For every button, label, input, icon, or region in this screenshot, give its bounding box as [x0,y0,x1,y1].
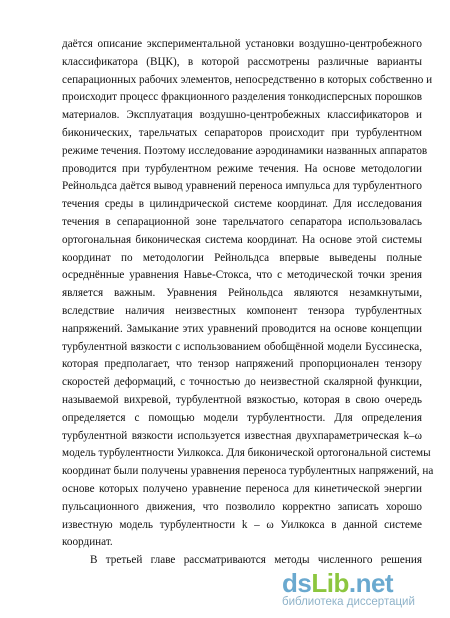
text-line: материалов. Эксплуатация воздушно-центробежных классификаторов и [62,109,422,122]
text-line: скоростей деформаций, с точностью до неизвестной скалярной функции, [62,376,422,389]
text-line: пульсационного движения, что позволило корректно записать хорошо [62,500,422,513]
text-line: известную модель турбулентности k – ω Уилкокса в данной системе [62,518,422,531]
text-line: сепарационных рабочих элементов, непосредственно в которых собственно и [62,73,433,86]
text-line: координат по методологии Рейнольдса впервые выведены полные [62,251,422,264]
text-line: происходит процесс фракционного разделения тонкодисперсных порошков [62,91,422,104]
text-line: ортогональная биконическая система координат. На основе этой системы [62,233,422,246]
text-line: является важным. Уравнения Рейнольдса являются незамкнутыми, [62,287,422,300]
text-line: даётся описание экспериментальной установки воздушно-центробежного [62,38,422,50]
text-line: координат были получены уравнения переноса турбулентных напряжений, на [62,465,434,478]
paragraph-first-line: В третьей главе рассматриваются методы численного решения [90,554,422,567]
text-line: биконических, тарельчатых сепараторов происходит при турбулентном [62,126,422,139]
text-line: основе которых получено уравнение переноса для кинетической энергии [62,482,422,495]
text-line: осреднённые уравнения Навье-Стокса, что с методической точки зрения [62,269,422,282]
text-line: вследствие наличия неизвестных компонент тензора турбулентных [62,304,422,317]
text-line: Рейнольдса даётся вывод уравнений переноса импульса для турбулентного [62,180,422,193]
text-line: течения среды в цилиндрической системе координат. Для исследования [62,198,422,211]
text-line: течения в сепарационной зоне тарельчатого сепаратора использовалась [62,215,422,228]
text-line: турбулентной вязкости с использованием обобщённой модели Буссинеска, [62,340,422,353]
text-line: модель турбулентности Уилкокса. Для биконической ортогональной системы [62,447,431,460]
text-line: турбулентной вязкости используется известная двухпараметрическая k–ω [62,429,422,442]
text-line: напряжений. Замыкание этих уравнений проводится на основе концепции [62,322,422,335]
dslib-watermark [282,568,448,614]
document-page [62,36,434,570]
text-line: классификатора (ВЦК), в которой рассмотрены различные варианты [62,55,422,68]
watermark-subtitle: библиотека диссертаций [282,596,415,608]
text-line: проводится при турбулентном режиме течения. На основе методологии [62,162,422,175]
text-line: называемой вихревой, турбулентной вязкостью, которая в свою очередь [62,393,422,406]
text-line: определяется с помощью модели турбулентности. Для определения [62,411,422,424]
text-line: режиме течения. Поэтому исследование аэродинамики названных аппаратов [62,144,428,157]
text-line: которая предполагает, что тензор напряжений пропорционален тензору [62,358,422,371]
dslib-logo: dsLib.net [282,568,394,598]
paragraph-end-line: координат. [62,536,113,549]
